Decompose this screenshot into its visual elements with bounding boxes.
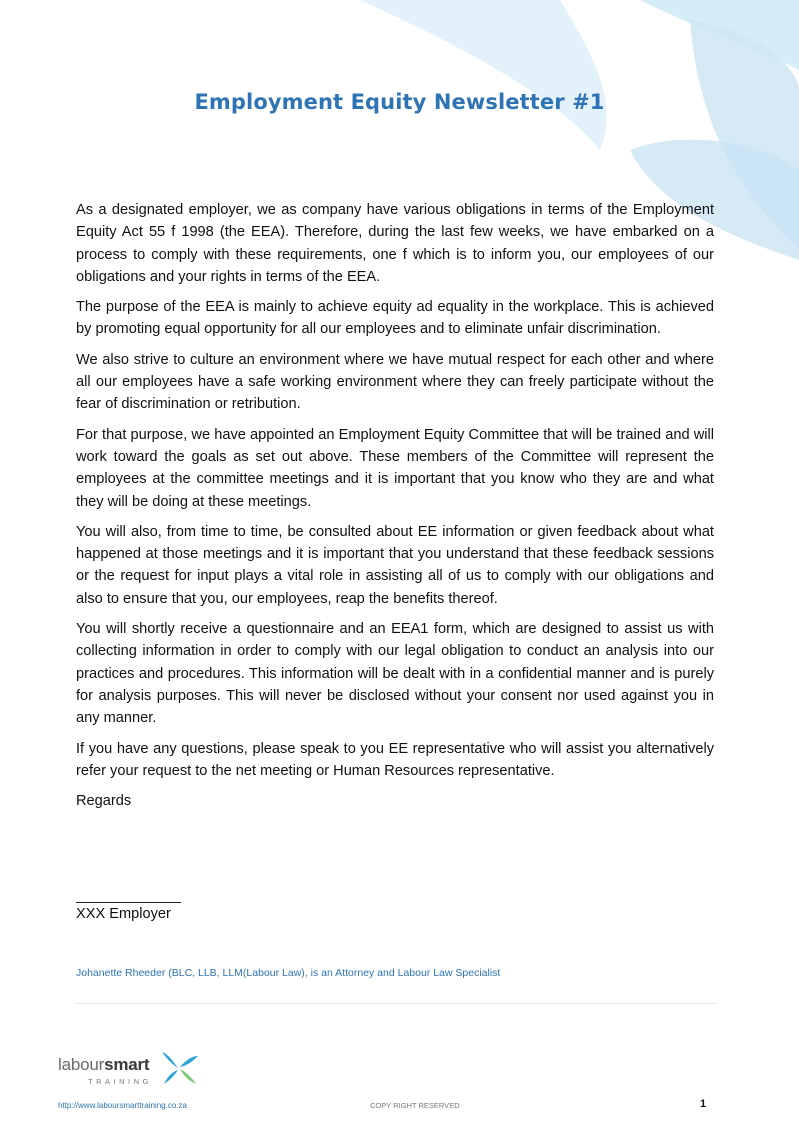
signature-name: XXX Employer <box>76 906 171 922</box>
paragraph: You will shortly receive a questionnaire and an EEA1 form, which are designed to assist us with collecting information in order to comply with our legal obligation to conduct an analysis into our practices and procedures. This information will be dealt with in a confidential manner and is purely for analysis purposes. This will never be disclosed without your consent nor used against you in any manner. <box>76 621 714 727</box>
company-logo <box>58 1050 208 1090</box>
footer-divider <box>76 1003 716 1004</box>
footer-website-link[interactable]: http://www.laboursmarttraining.co.za <box>58 1101 187 1110</box>
footer-copyright: COPY RIGHT RESERVED <box>370 1101 460 1110</box>
page-number: 1 <box>700 1098 707 1110</box>
signature-line <box>76 888 181 903</box>
author-note: Johanette Rheeder (BLC, LLB, LLM(Labour Law), is an Attorney and Labour Law Specialist <box>76 967 501 979</box>
paragraph: The purpose of the EEA is mainly to achieve equity ad equality in the workplace. This is achieved by promoting equal opportunity for all our employees and to eliminate unfair discrimination. <box>76 299 714 338</box>
paragraph: We also strive to culture an environment where we have mutual respect for each other and where all our employees have a safe working environment where they can freely participate without the fear of discrimination or retribution. <box>76 351 714 413</box>
newsletter-body <box>76 199 714 820</box>
regards-line: Regards <box>76 793 132 810</box>
logo-wordmark: laboursmart <box>58 1055 150 1074</box>
paragraph: You will also, from time to time, be consulted about EE information or given feedback about what happened at those meetings and it is important that you understand that these feedback sessions or the request for input plays a vital role in assisting all of us to comply with our obligations and also to ensure that you, our employees, reap the benefits thereof. <box>76 523 714 607</box>
paragraph: As a designated employer, we as company have various obligations in terms of the Employment Equity Act 55 f 1998 (the EEA). Therefore, during the last few weeks, we have embarked on a process to comply with these requirements, one f which is to inform you, our employees of our obligations and your rights in terms of the EEA. <box>76 202 714 285</box>
signature-block <box>76 888 376 922</box>
paragraph: For that purpose, we have appointed an Employment Equity Committee that will be trained and will work toward the goals as set out above. These members of the Committee will represent the employees at the committee meetings and it is important that you know who they are and what they will be doing at these meetings. <box>76 426 714 510</box>
paragraph: If you have any questions, please speak to you EE representative who will assist you alternatively refer your request to the net meeting or Human Resources representative. <box>76 740 714 779</box>
decor-shape-top <box>360 0 606 150</box>
pinwheel-logo-icon <box>158 1050 200 1086</box>
logo-subtext: TRAINING <box>88 1077 152 1086</box>
newsletter-title: Employment Equity Newsletter #1 <box>194 90 605 114</box>
